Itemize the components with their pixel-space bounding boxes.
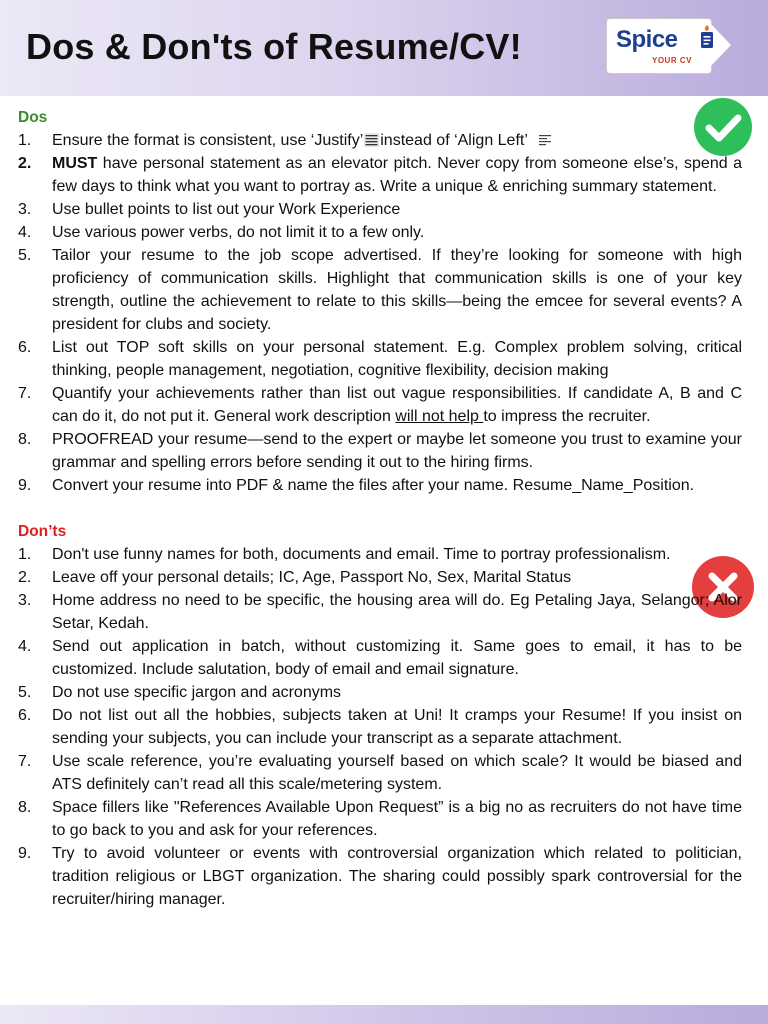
item-number: 1. [18, 546, 32, 563]
dos-heading: Dos [18, 109, 48, 126]
item-number: 8. [18, 799, 32, 816]
item-text: PROOFREAD your resume—send to the expert or maybe let someone you trust to examine your grammar and spelling errors before sending it out to the hiring firms. [52, 431, 742, 471]
item-text [52, 129, 742, 152]
item-number: 9. [18, 477, 32, 494]
dos-list [18, 129, 742, 497]
item-number: 8. [18, 431, 32, 448]
align-left-icon [538, 133, 552, 147]
list-item [18, 704, 742, 750]
donts-heading: Don’ts [18, 523, 67, 540]
item-number: 6. [18, 707, 32, 724]
list-item [18, 543, 742, 566]
list-item [18, 589, 742, 635]
item-text: Send out application in batch, without customizing it. Same goes to email, it has to be customized. Include salutation, body of email and email signature. [52, 638, 742, 678]
page-title: Dos & Don'ts of Resume/CV! [26, 26, 522, 67]
item-text-part: Ensure the format is consistent, use ‘Justify’ [52, 132, 364, 149]
list-item [18, 681, 742, 704]
item-number: 4. [18, 638, 32, 655]
list-item [18, 221, 742, 244]
item-text: Use bullet points to list out your Work Experience [52, 201, 401, 218]
list-item [18, 566, 742, 589]
item-text-part: to impress the recruiter. [483, 408, 651, 425]
item-text: Don't use funny names for both, documents and email. Time to portray professionalism. [52, 546, 671, 563]
donts-list [18, 543, 742, 911]
item-text: Do not list out all the hobbies, subjects taken at Uni! It cramps your Resume! If you insist on sending your subjects, you can include your transcript as a separate attachment. [52, 707, 742, 747]
item-text: Home address no need to be specific, the housing area will do. Eg Petaling Jaya, Selangor; Alor Setar, Kedah. [52, 592, 742, 632]
list-item [18, 474, 742, 497]
item-text: Use various power verbs, do not limit it to a few only. [52, 224, 425, 241]
item-text: List out TOP soft skills on your personal statement. E.g. Complex problem solving, critical thinking, people management, negotiation, cognitive flexibility, decision making [52, 339, 742, 379]
list-item [18, 129, 742, 152]
item-number: 2. [18, 569, 32, 586]
item-text-part: instead of ‘Align Left’ [380, 132, 528, 149]
item-number: 5. [18, 247, 32, 264]
list-item [18, 428, 742, 474]
item-number: 1. [18, 132, 32, 149]
list-item [18, 750, 742, 796]
list-item [18, 336, 742, 382]
list-item [18, 796, 742, 842]
header-banner [0, 0, 768, 96]
item-text-part: have personal statement as an elevator pitch. Never copy from someone else’s, spend a few days to think what you want to portray as. Write a unique & enriching summary statement. [52, 155, 742, 195]
list-item [18, 244, 742, 336]
item-number: 4. [18, 224, 32, 241]
item-number: 2. [18, 155, 32, 172]
spice-your-cv-logo [606, 18, 732, 72]
item-emphasis: MUST [52, 155, 98, 172]
justify-align-icon [364, 133, 379, 147]
item-number: 5. [18, 684, 32, 701]
item-number: 3. [18, 201, 32, 218]
item-text [52, 152, 742, 198]
footer-band [0, 1005, 768, 1024]
item-number: 9. [18, 845, 32, 862]
item-number: 7. [18, 753, 32, 770]
logo-wordmark: Spice [616, 26, 678, 53]
logo-tagline: YOUR CV [652, 56, 692, 65]
item-number: 3. [18, 592, 32, 609]
item-text-part: Quantify your achievements rather than list out vague responsibilities. If candidate A, B and C can do it, do not put it. General work description [52, 385, 742, 425]
document-icon [698, 24, 716, 50]
content-area [18, 106, 742, 911]
list-item [18, 842, 742, 911]
list-item [18, 152, 742, 198]
item-text: Convert your resume into PDF & name the files after your name. Resume_Name_Position. [52, 477, 695, 494]
item-number: 7. [18, 385, 32, 402]
list-item [18, 198, 742, 221]
list-item [18, 382, 742, 428]
item-underlined-text: will not help [395, 408, 484, 425]
item-text: Leave off your personal details; IC, Age, Passport No, Sex, Marital Status [52, 569, 572, 586]
item-text [52, 382, 742, 428]
list-item [18, 635, 742, 681]
item-text: Tailor your resume to the job scope advertised. If they’re looking for someone with high proficiency of communication skills. Highlight that communication skills is one of your key strength, outline the achievement to relate to this skills—being the emcee for several events? A president for clubs and society. [52, 247, 742, 333]
item-text: Space fillers like "References Available Upon Request” is a big no as recruiters do not have time to go back to you and ask for your references. [52, 799, 742, 839]
item-number: 6. [18, 339, 32, 356]
item-text: Use scale reference, you’re evaluating yourself based on which scale? It would be biased and ATS definitely can’t read all this scale/metering system. [52, 753, 742, 793]
item-text: Try to avoid volunteer or events with controversial organization which related to politician, tradition religious or LBGT organization. The sharing could possibly spark controversial for the recruiter/hiring manager. [52, 845, 742, 908]
item-text: Do not use specific jargon and acronyms [52, 684, 342, 701]
